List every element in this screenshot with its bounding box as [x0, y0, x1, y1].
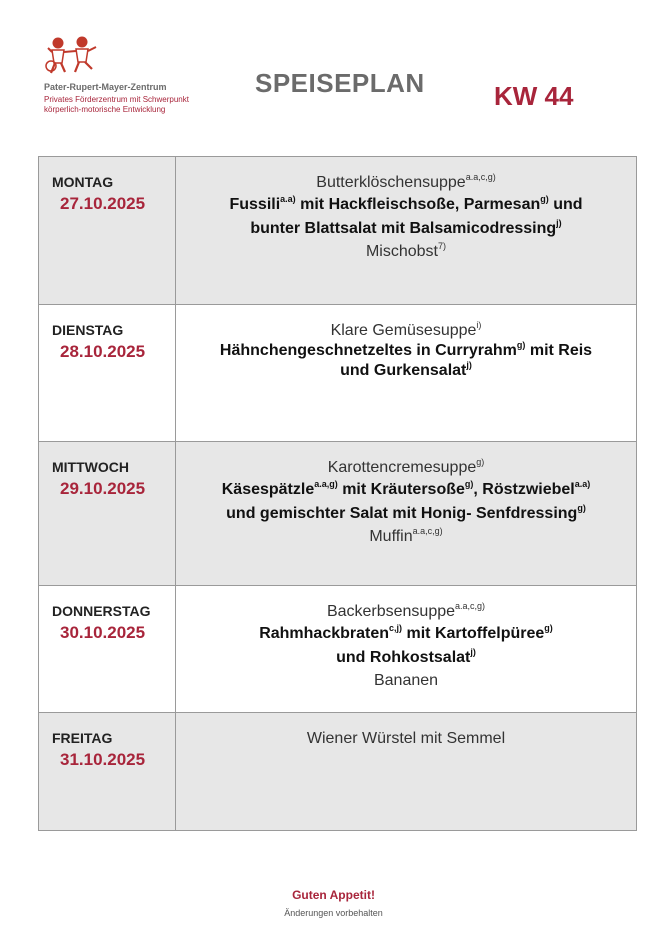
- day-row-wednesday: [39, 442, 637, 586]
- day-name: FREITAG: [52, 730, 113, 746]
- side-dish: und gemischter Salat mit Honig- Senfdressing$^{g)}$: [226, 502, 586, 522]
- day-row-monday: [39, 157, 637, 305]
- meal: [176, 157, 636, 262]
- dessert: Mischobst$^{7)}$: [365, 240, 447, 260]
- day-date: 28.10.2025: [60, 342, 146, 361]
- meal: [176, 305, 636, 381]
- day-name: DIENSTAG: [52, 322, 124, 338]
- side-dish: bunter Blattsalat mit Balsamicodressing$^{j)}$: [250, 217, 562, 237]
- day-row-thursday: [39, 586, 637, 713]
- org-name: Pater-Rupert-Mayer-Zentrum: [44, 82, 167, 92]
- dessert: Muffin$^{a.a,c,g)}$: [369, 525, 443, 545]
- dessert: Bananen: [373, 672, 439, 689]
- main-dish: Wiener Würstel mit Semmel: [306, 730, 506, 747]
- day-row-tuesday: [39, 305, 637, 442]
- day-date: 27.10.2025: [60, 194, 146, 213]
- side-dish: und Rohkostsalat$^{j)}$: [336, 646, 476, 666]
- day-name: DONNERSTAG: [52, 603, 151, 619]
- day-date: 31.10.2025: [60, 750, 146, 769]
- week-label: KW 44: [494, 81, 574, 111]
- soup: Karottencremesuppe$^{g)}$: [327, 456, 485, 476]
- org-subtitle-1: Privates Förderzentrum mit Schwerpunkt: [44, 95, 189, 104]
- soup: Klare Gemüsesuppe$^{i)}$: [330, 319, 482, 339]
- day-row-friday: [39, 713, 637, 831]
- day-name: MITTWOCH: [52, 459, 129, 475]
- meal: [176, 713, 636, 749]
- main-dish: Käsespätzle$^{a.a,g)}$ mit Kräutersoße$^{g)}$, Röstzwiebel$^{a.a)}$: [221, 478, 591, 498]
- main-dish: Fussili$^{a.a)}$ mit Hackfleischsoße, Parmesan$^{g)}$ und: [229, 193, 583, 213]
- disclaimer: Änderungen vorbehalten: [284, 908, 383, 918]
- day-date: 30.10.2025: [60, 623, 146, 642]
- menu-table: [38, 156, 637, 831]
- meal: [176, 442, 636, 547]
- children-logo-icon: [42, 36, 106, 76]
- logo: [40, 36, 210, 118]
- day-date: 29.10.2025: [60, 479, 146, 498]
- soup: Butterklöschensuppe$^{a.a,c,g)}$: [316, 171, 496, 191]
- meal: [176, 586, 636, 691]
- main-dish: Rahmhackbraten$^{c,j)}$ mit Kartoffelpüree$^{g)}$: [259, 622, 553, 642]
- org-subtitle-2: körperlich-motorische Entwicklung: [44, 105, 166, 114]
- day-name: MONTAG: [52, 174, 114, 190]
- page-title: SPEISEPLAN: [255, 68, 425, 98]
- main-dish: Hähnchengeschnetzeltes in Curryrahm$^{g)}$ mit Reis: [219, 339, 593, 359]
- soup: Backerbsensuppe$^{a.a,c,g)}$: [326, 600, 486, 620]
- greeting: Guten Appetit!: [292, 888, 375, 902]
- side-dish: und Gurkensalat$^{j)}$: [340, 359, 472, 379]
